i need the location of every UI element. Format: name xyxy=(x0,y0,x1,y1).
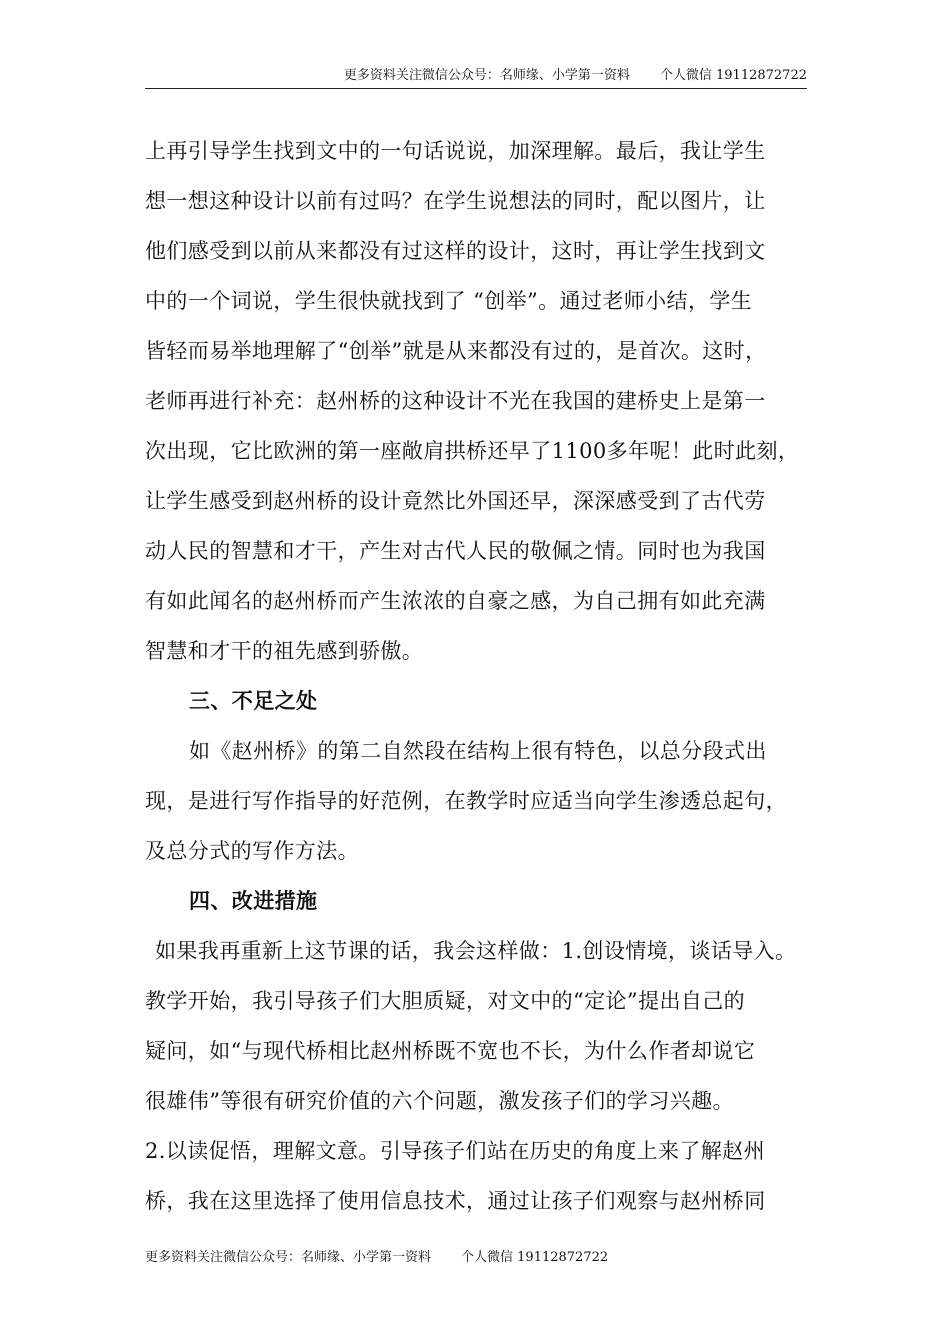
body-line: 2.以读促悟，理解文意。引导孩子们站在历史的角度上来了解赵州 xyxy=(145,1139,766,1163)
header-text: 更多资料关注微信公众号：名师缘、小学第一资料 xyxy=(343,68,630,83)
page-footer xyxy=(145,1246,608,1265)
section-heading-shortcomings: 三、不足之处 xyxy=(189,688,318,713)
body-line: 桥，我在这里选择了使用信息技术，通过让孩子们观察与赵州桥同 xyxy=(145,1189,766,1213)
body-line: 次出现，它比欧洲的第一座敞肩拱桥还早了1100多年呢！此时此刻， xyxy=(145,439,800,463)
footer-wechat: 个人微信 19112872722 xyxy=(461,1250,609,1265)
body-line: 如《赵州桥》的第二自然段在结构上很有特色，以总分段式出 xyxy=(189,739,767,763)
body-line: 皆轻而易举地理解了“创举”就是从来都没有过的，是首次。这时， xyxy=(145,339,767,363)
page-header xyxy=(145,64,807,89)
body-line: 疑问，如“与现代桥相比赵州桥既不宽也不长，为什么作者却说它 xyxy=(145,1039,756,1063)
body-line: 动人民的智慧和才干，产生对古代人民的敬佩之情。同时也为我国 xyxy=(145,539,766,563)
body-line: 有如此闻名的赵州桥而产生浓浓的自豪之感，为自己拥有如此充满 xyxy=(145,589,766,613)
body-line: 及总分式的写作方法。 xyxy=(145,839,359,863)
body-line: 很雄伟”等很有研究价值的六个问题，激发孩子们的学习兴趣。 xyxy=(145,1089,734,1113)
body-line: 如果我再重新上这节课的话，我会这样做：1.创设情境，谈话导入。 xyxy=(155,939,797,963)
body-line: 他们感受到以前从来都没有过这样的设计，这时，再让学生找到文 xyxy=(145,239,766,263)
body-line: 中的一个词说，学生很快就找到了 “创举”。通过老师小结，学生 xyxy=(145,289,753,313)
body-line: 智慧和才干的祖先感到骄傲。 xyxy=(145,639,424,663)
body-line: 让学生感受到赵州桥的设计竟然比外国还早，深深感受到了古代劳 xyxy=(145,489,766,513)
body-line: 现，是进行写作指导的好范例，在教学时应适当向学生渗透总起句， xyxy=(145,789,787,813)
body-line: 教学开始，我引导孩子们大胆质疑，对文中的“定论”提出自己的 xyxy=(145,989,746,1013)
body-line: 想一想这种设计以前有过吗？在学生说想法的同时，配以图片，让 xyxy=(145,189,766,213)
footer-text: 更多资料关注微信公众号：名师缘、小学第一资料 xyxy=(145,1250,432,1265)
header-wechat: 个人微信 19112872722 xyxy=(659,68,807,83)
body-line: 老师再进行补充：赵州桥的这种设计不光在我国的建桥史上是第一 xyxy=(145,389,766,413)
body-line: 上再引导学生找到文中的一句话说说，加深理解。最后，我让学生 xyxy=(145,139,766,163)
document-body xyxy=(145,126,810,1226)
section-heading-improvements: 四、改进措施 xyxy=(189,888,318,913)
